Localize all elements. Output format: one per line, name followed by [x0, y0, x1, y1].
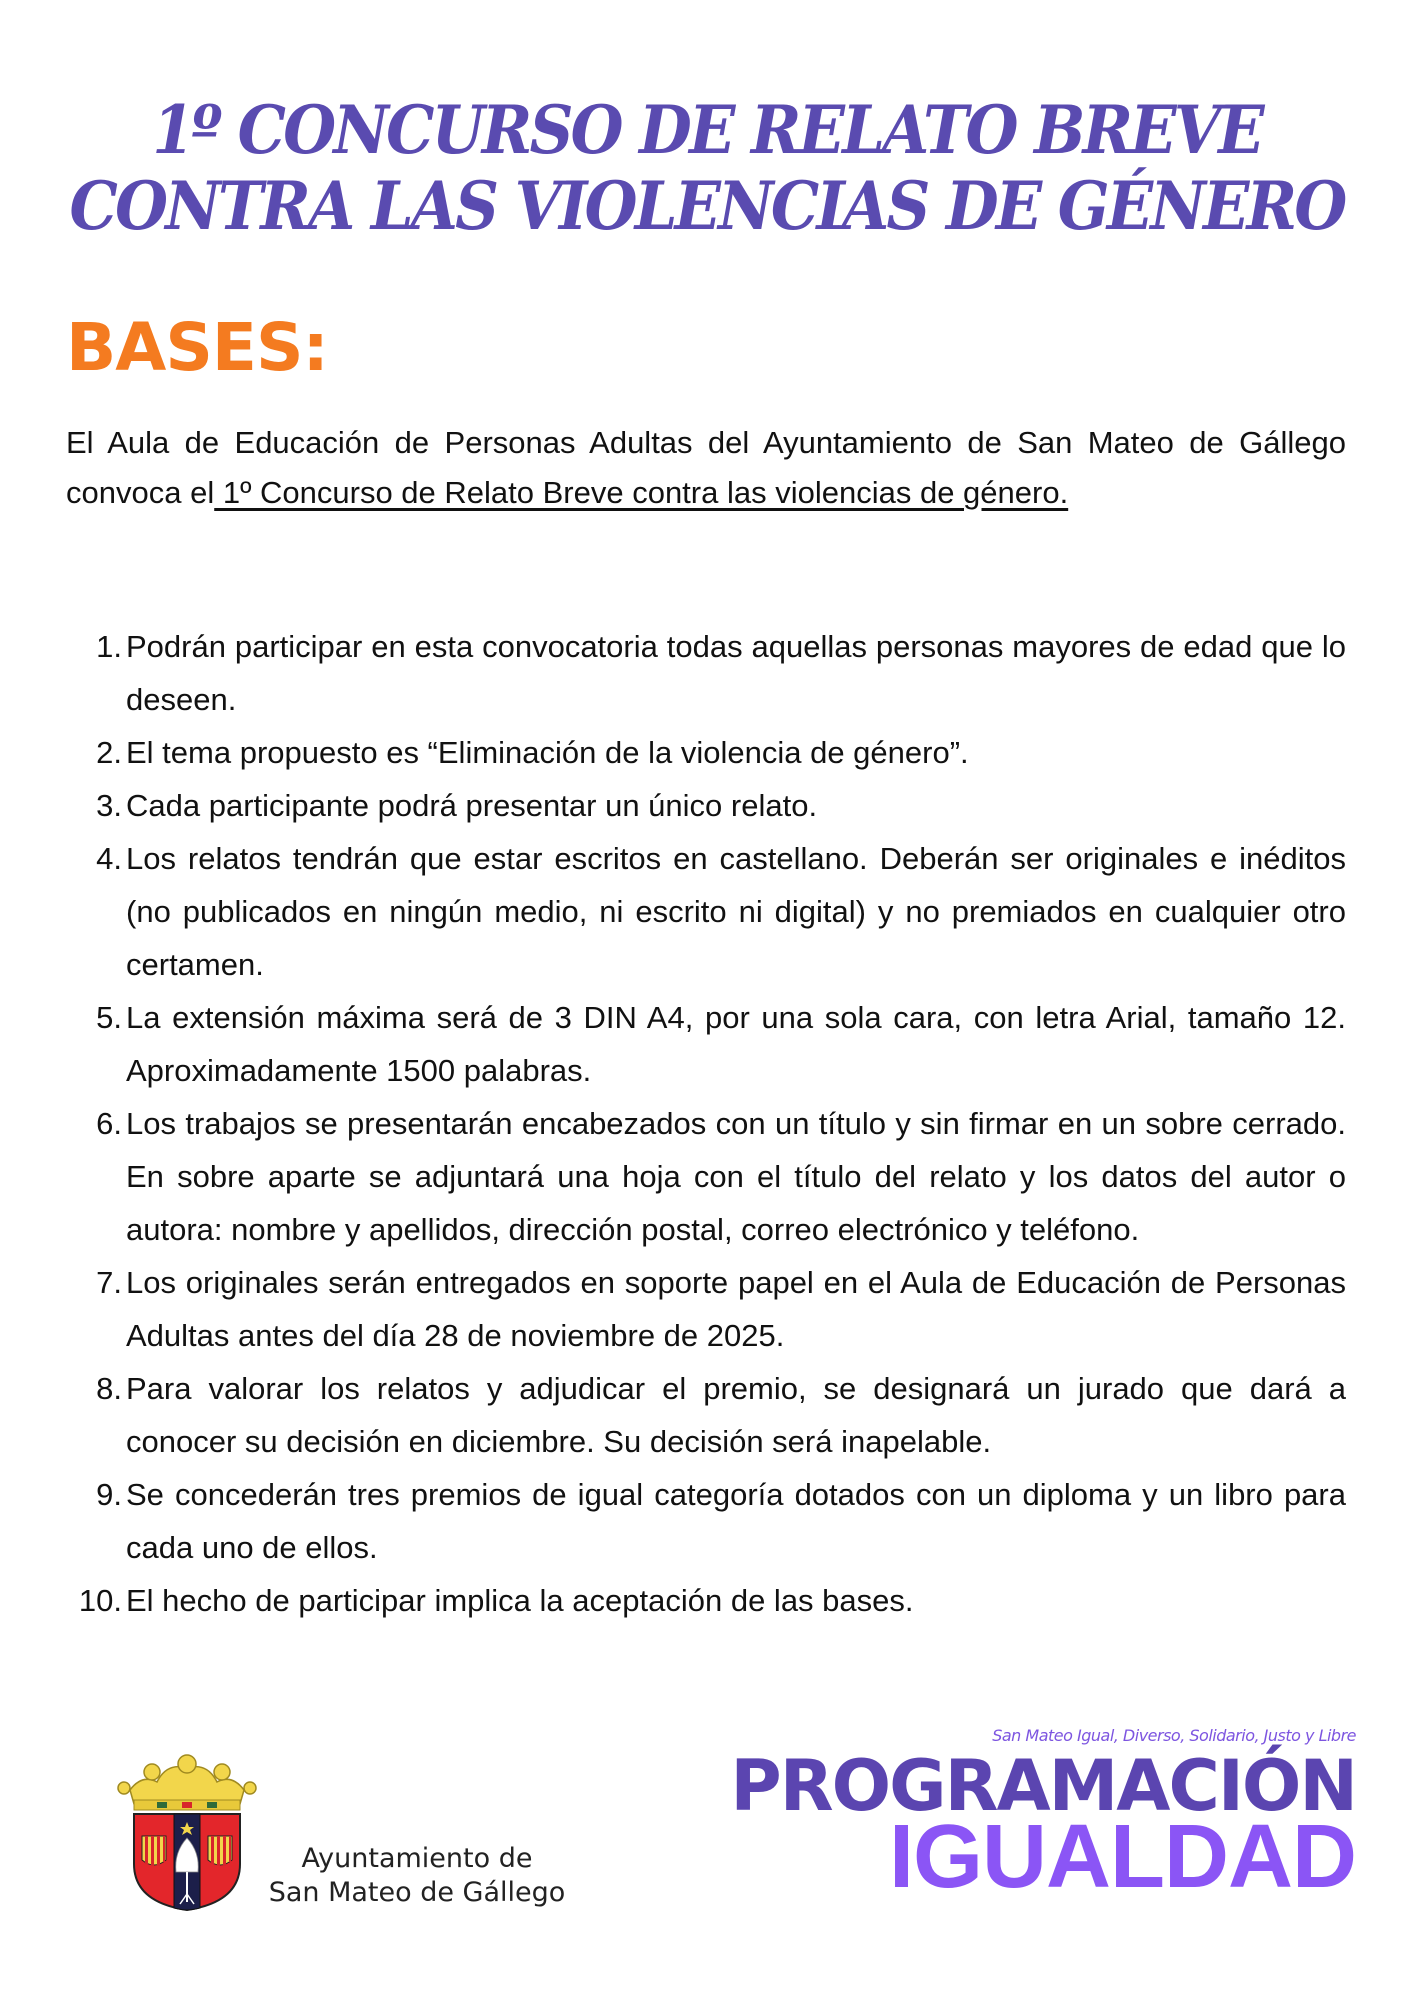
- rule-number: 9.: [96, 1477, 122, 1512]
- rule-text: Los relatos tendrán que estar escritos en castellano. Deberán ser originales e inéditos (no publicados en ningún medio, ni escrito ni digital) y no premiados en cualquier otro certamen.: [126, 841, 1346, 982]
- rule-item: [66, 1468, 1346, 1574]
- rule-number: 6.: [96, 1106, 122, 1141]
- rule-text: Se concederán tres premios de igual categoría dotados con un diploma y un libro para cada uno de ellos.: [126, 1477, 1346, 1565]
- rule-text: Cada participante podrá presentar un único relato.: [126, 788, 818, 823]
- ayuntamiento-line-2: San Mateo de Gállego: [268, 1877, 566, 1908]
- rule-text: Podrán participar en esta convocatoria todas aquellas personas mayores de edad que lo deseen.: [126, 629, 1346, 717]
- rule-number: 10.: [78, 1583, 122, 1618]
- title-line-2: CONTRA LAS VIOLENCIAS DE GÉNERO: [69, 167, 1345, 245]
- rule-item: [66, 832, 1346, 991]
- rule-text: El hecho de participar implica la aceptación de las bases.: [126, 1583, 914, 1618]
- bases-heading: BASES:: [66, 309, 328, 386]
- rule-item: [66, 726, 1346, 779]
- rule-item: [66, 991, 1346, 1097]
- crown-icon: [118, 1755, 256, 1810]
- title-line-1: 1º CONCURSO DE RELATO BREVE: [152, 91, 1262, 169]
- coat-of-arms-icon: [112, 1752, 262, 1912]
- intro-text: El Aula de Educación de Personas Adultas del Ayuntamiento de San Mateo de Gállego convoca el: [66, 425, 1346, 510]
- rule-item: [66, 620, 1346, 726]
- rule-number: 3.: [96, 788, 122, 823]
- rule-text: Los trabajos se presentarán encabezados con un título y sin firmar en un sobre cerrado. En sobre aparte se adjuntará una hoja con el título del relato y los datos del autor o autora: nombre y apellidos, dirección postal, correo electrónico y teléfono.: [126, 1106, 1346, 1247]
- rule-number: 1.: [96, 629, 122, 664]
- rule-item: [66, 1362, 1346, 1468]
- rule-text: El tema propuesto es “Eliminación de la violencia de género”.: [126, 735, 969, 770]
- ayuntamiento-line-1: Ayuntamiento de: [301, 1843, 533, 1874]
- programacion-igualdad-logo: [730, 1725, 1356, 1907]
- rule-item: [66, 1256, 1346, 1362]
- rule-number: 7.: [96, 1265, 122, 1300]
- rule-number: 2.: [96, 735, 122, 770]
- rule-item: [66, 1097, 1346, 1256]
- page-title: [0, 92, 1414, 244]
- rule-text: Para valorar los relatos y adjudicar el premio, se designará un jurado que dará a conocer su decisión en diciembre. Su decisión será inapelable.: [126, 1371, 1346, 1459]
- intro-paragraph: [66, 418, 1346, 518]
- brand-programacion: PROGRAMACIÓN: [730, 1745, 1356, 1827]
- intro-contest-name: 1º Concurso de Relato Breve contra las violencias de género.: [214, 475, 1069, 510]
- rule-text: Los originales serán entregados en soporte papel en el Aula de Educación de Personas Adultas antes del día 28 de noviembre de 2025.: [126, 1265, 1346, 1353]
- rule-number: 4.: [96, 841, 122, 876]
- rules-list: [66, 620, 1346, 1627]
- ayuntamiento-name: [247, 1842, 587, 1910]
- rule-number: 8.: [96, 1371, 122, 1406]
- brand-igualdad: IGUALDAD: [889, 1807, 1356, 1907]
- rule-item: [66, 779, 1346, 832]
- rule-text: La extensión máxima será de 3 DIN A4, por una sola cara, con letra Arial, tamaño 12. Aproximadamente 1500 palabras.: [126, 1000, 1346, 1088]
- tagline: San Mateo Igual, Diverso, Solidario, Justo y Libre: [992, 1726, 1356, 1745]
- rule-item: [66, 1574, 1346, 1627]
- rule-number: 5.: [96, 1000, 122, 1035]
